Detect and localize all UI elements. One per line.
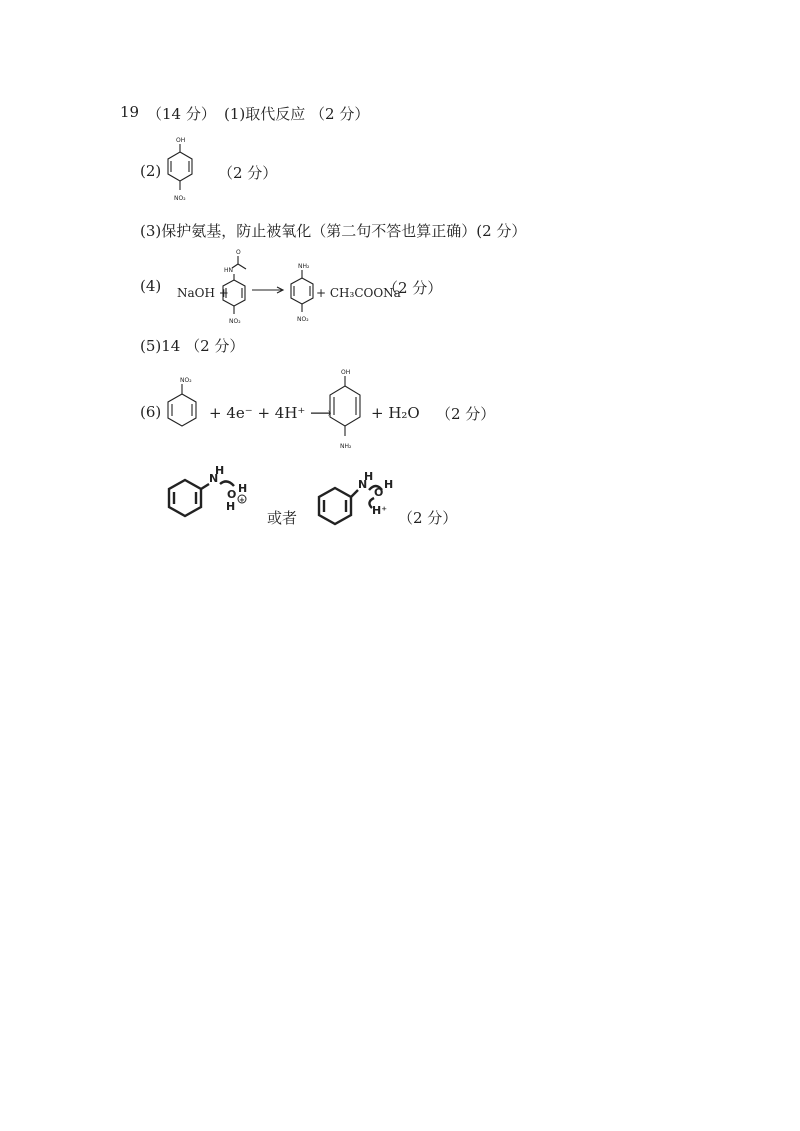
reaction-arrow xyxy=(250,285,286,295)
part5-answer: (5)14 （2 分） xyxy=(140,337,245,355)
oxygen-label: O xyxy=(374,486,384,499)
nitrogen-label: N xyxy=(358,478,368,491)
p-nitrophenol-structure xyxy=(160,130,204,206)
question-number: 19 xyxy=(120,103,140,121)
mechanism-structure-1 xyxy=(164,462,254,522)
part6-score: （2 分） xyxy=(436,405,496,423)
p-aminophenol-structure xyxy=(324,364,368,456)
oxygen-label: O xyxy=(227,488,237,501)
part6-label: (6) xyxy=(140,403,162,421)
mechanism-score: （2 分） xyxy=(398,509,458,527)
h-label: H xyxy=(364,470,374,483)
h-label: H xyxy=(226,500,236,513)
amide-nh-label: HN xyxy=(224,267,233,274)
reagents: + 4e⁻ + 4H⁺ ⟶ xyxy=(209,404,332,422)
mechanism-structure-2 xyxy=(314,470,404,530)
part2-score: （2 分） xyxy=(218,164,278,182)
nitro-label: NO₂ xyxy=(174,195,186,202)
part3-answer: (3)保护氨基，防止被氧化（第二句不答也算正确）(2 分） xyxy=(140,222,527,240)
water-product: + H₂O xyxy=(371,404,420,422)
charge-label: + xyxy=(239,496,245,504)
hydroxyl-label: OH xyxy=(341,369,351,376)
amino-label: NH₂ xyxy=(340,443,352,450)
nitro-label: NO₂ xyxy=(229,318,241,325)
proton-label: H⁺ xyxy=(372,504,388,517)
nitro-label: NO₂ xyxy=(297,316,309,323)
part2-label: (2) xyxy=(140,162,162,180)
amino-label: NH₂ xyxy=(298,263,310,270)
or-text: 或者 xyxy=(267,509,298,527)
part4-label: (4) xyxy=(140,277,162,295)
h-label: H xyxy=(238,482,248,495)
h-label: H xyxy=(215,464,225,477)
part4-score: （2 分） xyxy=(383,279,443,297)
total-score: （14 分） xyxy=(147,105,216,123)
h-label: H xyxy=(384,478,394,491)
nitrogen-label: N xyxy=(209,472,219,485)
part1-answer: (1)取代反应 （2 分） xyxy=(224,105,370,123)
carbonyl-o-label: O xyxy=(236,249,241,256)
naoh-reagent: NaOH + xyxy=(177,286,229,300)
byproduct: + CH₃COONa xyxy=(316,286,401,300)
hydroxyl-label: OH xyxy=(176,137,186,144)
nitro-label: NO₂ xyxy=(180,377,192,384)
nitrobenzene-structure xyxy=(164,372,208,436)
